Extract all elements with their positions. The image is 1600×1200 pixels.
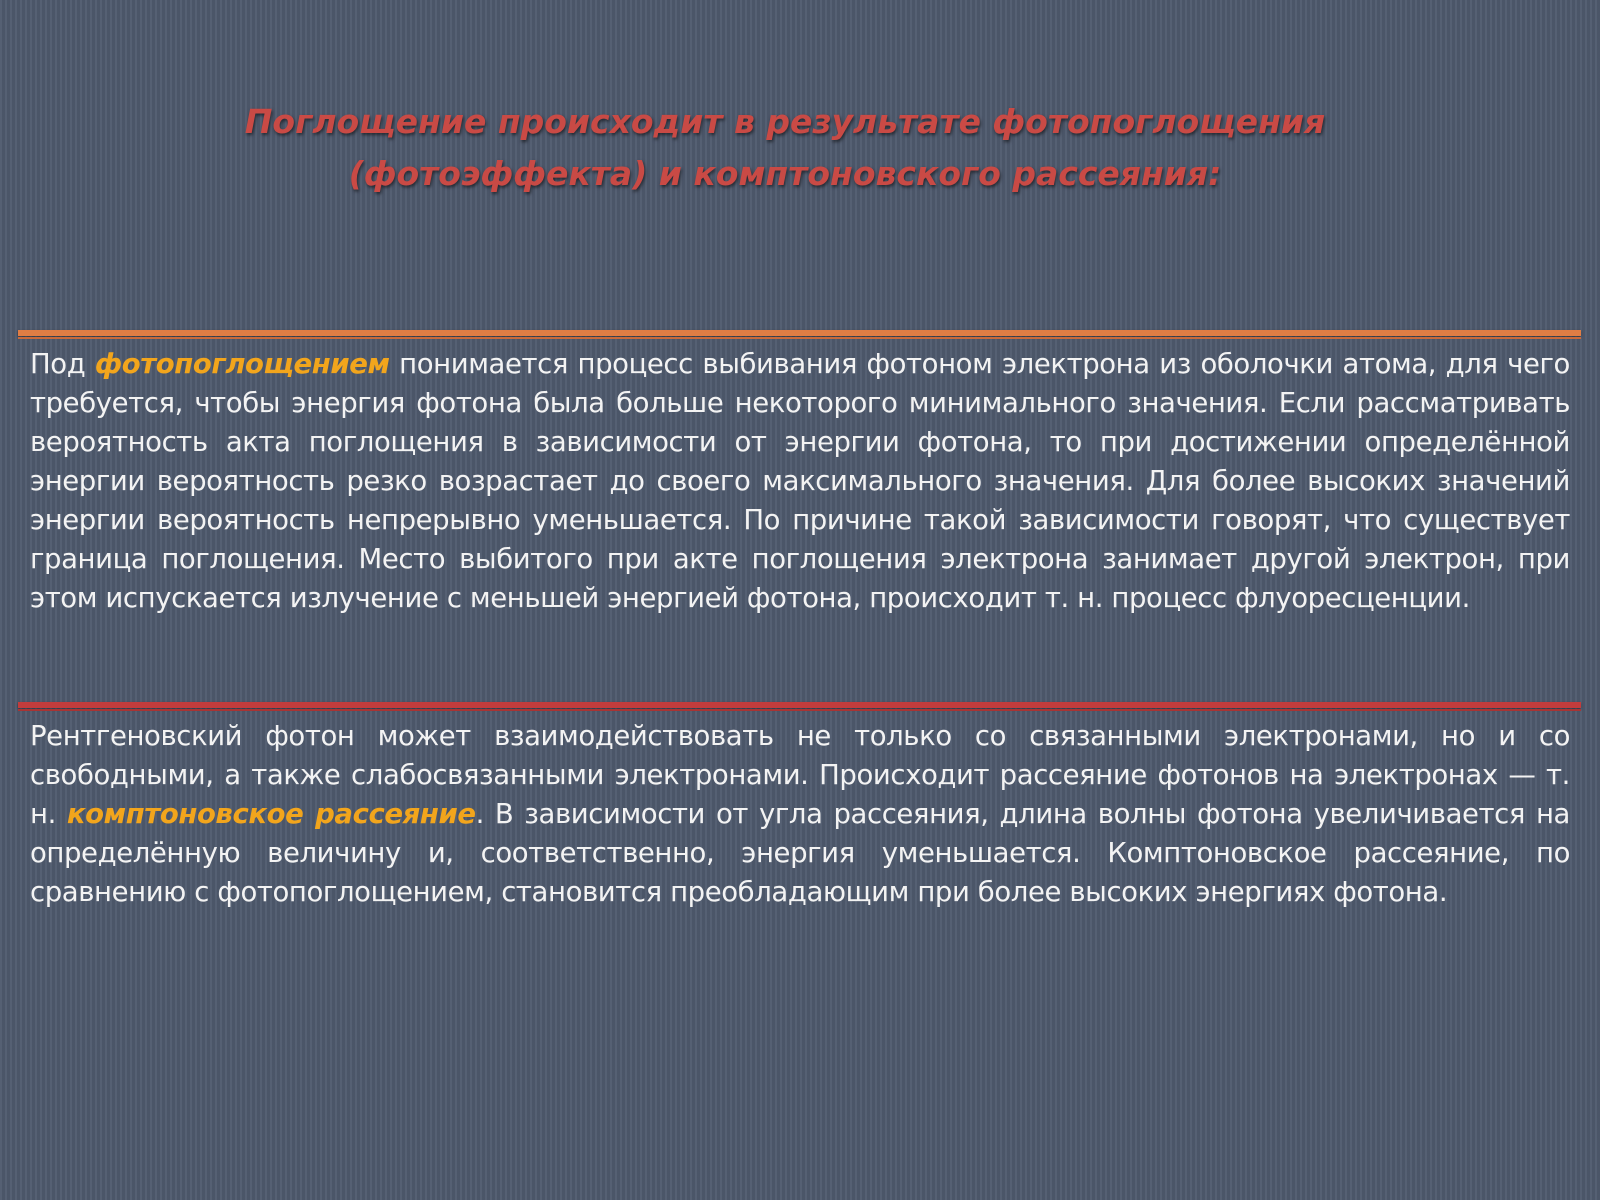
slide-title: Поглощение происходит в результате фотопоглощения (фотоэффекта) и комптоновского рассеяния: (244, 102, 1326, 193)
divider-bottom (18, 702, 1581, 708)
paragraph-2-lead-text: Рентгеновский фотон может взаимодействовать не только со связанными электронами, но и со свободными, а также слабосвязанными электронами. Происходит рассеяние фотонов на электронах — т. н. (30, 720, 1570, 830)
term-photoabsorption: фотопоглощением (94, 348, 390, 380)
paragraph-2-body-text: . В зависимости от угла рассеяния, длина волны фотона увеличивается на определённую величину и, соответственно, энергия уменьшается. Комптоновское рассеяние, по сравнению с фотопоглощением, становится преобладающим при более высоких энергиях фотона. (30, 798, 1570, 908)
divider-top (18, 330, 1581, 336)
paragraph-1-body-text: понимается процесс выбивания фотоном электрона из оболочки атома, для чего требуется, чтобы энергия фотона была больше некоторого минимального значения. Если рассматривать вероятность акта поглощения в зависимости от энергии фотона, то при достижении определённой энергии вероятность резко возрастает до своего максимального значения. Для более высоких значений энергии вероятность непрерывно уменьшается. По причине такой зависимости говорят, что существует граница поглощения. Место выбитого при акте поглощения электрона занимает другой электрон, при этом испускается излучение с меньшей энергией фотона, происходит т. н. процесс флуоресценции. (30, 348, 1570, 614)
paragraph-1-lead-text: Под (30, 348, 95, 380)
paragraph-compton-scattering (30, 717, 1570, 912)
term-compton-scattering: комптоновское рассеяние (66, 798, 476, 830)
paragraph-photoabsorption (30, 345, 1570, 618)
